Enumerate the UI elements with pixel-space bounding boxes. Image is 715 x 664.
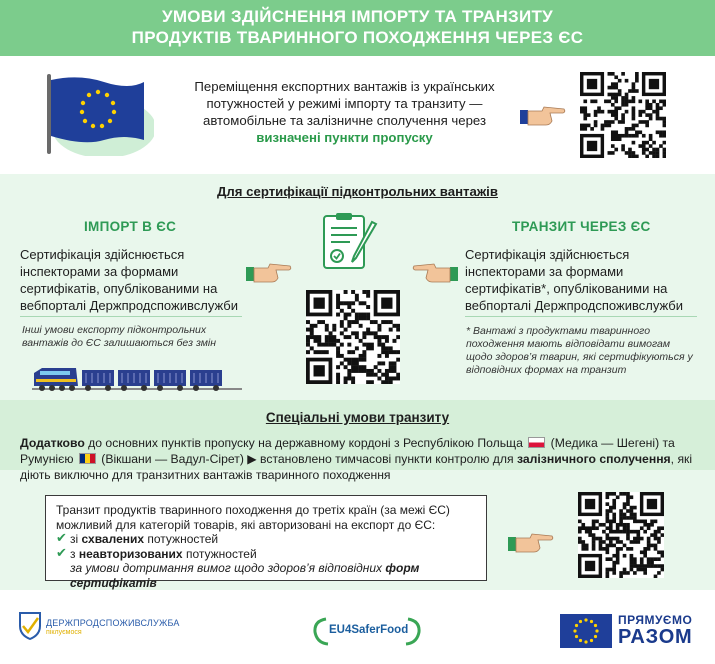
freight-train-icon — [32, 365, 242, 393]
box-intro: Транзит продуктів тваринного походження до третіх країн (за межі ЄС) можливий для категорій товарів, які авторизовані на експорт до ЄС: — [56, 503, 450, 532]
import-note: Інші умови експорту підконтрольних вантажів до ЄС залишаються без змін — [22, 324, 217, 349]
special-title: Спеціальні умови транзиту — [265, 410, 450, 425]
list-item: ✔ з неавторизованих потужностей — [56, 544, 257, 561]
pointing-hand-icon — [508, 528, 554, 558]
intro-section — [0, 56, 715, 174]
dps-logo — [18, 610, 180, 645]
special-transit-section — [0, 400, 715, 590]
razom-line-2: РАЗОМ — [618, 626, 693, 648]
import-title: ІМПОРТ В ЄС — [84, 219, 177, 234]
transit-title: ТРАНЗИТ ЧЕРЕЗ ЄС — [512, 219, 651, 234]
pointing-hand-icon — [412, 258, 458, 288]
document-sign-icon — [320, 212, 382, 272]
header-banner — [0, 0, 715, 56]
checkmark-icon: ✔ — [56, 544, 67, 560]
condition-text: за умови дотримання вимог щодо здоров’я відповідних форм сертифікатів — [70, 561, 420, 590]
title-line-2: ПРОДУКТІВ ТВАРИННОГО ПОХОДЖЕННЯ ЧЕРЕЗ ЄС — [131, 28, 584, 47]
razom-logo — [560, 613, 693, 653]
divider — [465, 316, 697, 317]
qr-code-1[interactable] — [580, 72, 666, 158]
transit-note: * Вантажі з продуктами тваринного походження мають відповідати вимогам щодо здоров’я тварин, які сертифікуються у відповідних формах на транзит — [466, 325, 693, 376]
special-paragraph: Додатково до основних пунктів пропуску на державному кордоні з Республікою Польща (Медика — Шегені) та Румунією (Вікшани — Вадул-Сірет) ▶ встановлено тимчасові пункти контролю для залізничного сполучення, які діють виключно для транзитних вантажів тваринного походження — [20, 436, 693, 482]
pointing-hand-icon — [520, 101, 566, 131]
pointing-hand-icon — [246, 258, 292, 288]
crossing-points-link[interactable]: визначені пункти пропуску — [256, 130, 433, 145]
romania-flag-icon — [79, 453, 96, 464]
title-line-1: УМОВИ ЗДІЙСНЕННЯ ІМПОРТУ ТА ТРАНЗИТУ — [161, 7, 554, 26]
list-item: ✔ зі схвалених потужностей — [56, 530, 219, 546]
poland-flag-icon — [528, 437, 545, 448]
certification-section — [0, 174, 715, 400]
transit-conditions-box — [45, 495, 487, 590]
dps-slogan: піклуємося — [46, 629, 82, 636]
dps-shield-icon — [18, 610, 42, 640]
intro-text: Переміщення експортних вантажів із українських потужностей у режимі імпорту та транзиту — автомобільне та залізничне сполучення через визначені пункти пропуску — [194, 79, 495, 145]
dps-name: ДЕРЖПРОДСПОЖИВСЛУЖБА — [46, 618, 180, 628]
eu4saferfood-logo — [312, 616, 422, 651]
certification-title: Для сертифікації підконтрольних вантажів — [217, 184, 498, 199]
footer — [0, 590, 715, 664]
divider — [20, 316, 242, 317]
eu-flag-icon — [44, 70, 154, 156]
eu4-label: EU4SaferFood — [329, 624, 409, 636]
qr-code-3[interactable] — [578, 492, 664, 578]
import-text: Сертифікація здійснюється інспекторами за формами сертифікатів, опублікованими на вебпорталі Держпродспоживслужби — [20, 247, 239, 313]
transit-text: Сертифікація здійснюється інспекторами за формами сертифікатів*, опублікованими на вебпорталі Держпродспоживслужби — [465, 247, 684, 313]
razom-line-1: ПРЯМУЄМО — [618, 613, 693, 627]
qr-code-2[interactable] — [306, 290, 400, 384]
eu-flag-icon — [560, 614, 612, 648]
checkmark-icon: ✔ — [56, 530, 67, 545]
